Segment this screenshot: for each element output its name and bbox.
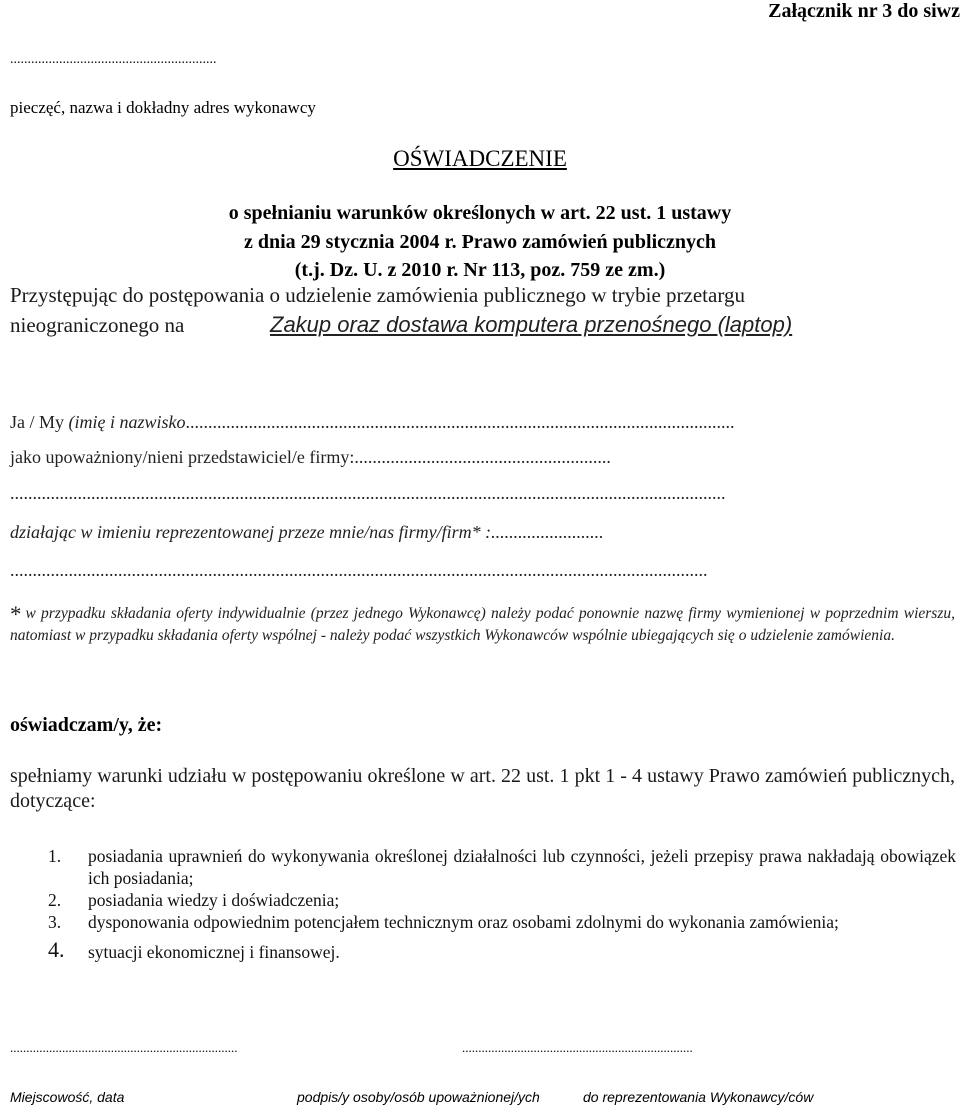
attachment-label: Załącznik nr 3 do siwz	[768, 0, 960, 22]
name-dots: ..........................................................................................................................	[185, 412, 735, 432]
intro-line-2: nieograniczonego na	[10, 313, 185, 337]
acting-dots-line-2: ...........................................................................................................................................................	[10, 560, 708, 580]
procurement-subject: Zakup oraz dostawa komputera przenośnego (laptop)	[270, 312, 793, 337]
place-date-dots: ......................................................................	[10, 1040, 238, 1055]
representative-line	[10, 447, 611, 468]
list-item-text: posiadania uprawnień do wykonywania określonej działalności lub czynności, jeżeli przepisy prawa nakładają obowiązek ich posiadania;	[88, 846, 956, 888]
list-item-text: sytuacji ekonomicznej i finansowej.	[88, 942, 340, 962]
subtitle-line-2: z dnia 29 stycznia 2004 r. Prawo zamówień publicznych	[243, 231, 717, 253]
list-item-number: 2.	[48, 890, 62, 910]
list-item-number: 1.	[48, 846, 62, 866]
document-title: OŚWIADCZENIE	[393, 146, 567, 171]
footnote-star: *	[10, 602, 22, 627]
list-item	[48, 937, 956, 963]
name-prefix: Ja / My	[10, 412, 64, 432]
name-field-line	[10, 412, 735, 433]
acting-label: działając w imieniu reprezentowanej przeze mnie/nas firmy/firm* :	[10, 522, 492, 542]
list-item-text: posiadania wiedzy i doświadczenia;	[88, 890, 340, 910]
representation-label: do reprezentowania Wykonawcy/ców	[583, 1089, 814, 1105]
footnote-text: w przypadku składania oferty indywidualnie (przez jednego Wykonawcę) należy podać ponownie nazwę firmy wymienionej w poprzednim wierszu, natomiast w przypadku składania oferty wspólnej - należy podać wszystkich Wykonawców wspólnie ubiegających się o udzielenie zamówienia.	[10, 605, 955, 644]
list-item-number: 4.	[48, 937, 65, 962]
acting-line	[10, 522, 604, 543]
footnote	[10, 603, 955, 646]
name-hint: (imię i nazwisko	[68, 412, 186, 432]
list-item	[48, 889, 956, 911]
representative-dots: .........................................................	[354, 447, 611, 467]
acting-dots: .........................	[491, 522, 604, 542]
stamp-dots: ...........................................................	[10, 52, 217, 67]
list-item	[48, 845, 956, 889]
representative-label: jako upoważniony/nieni przedstawiciel/e firmy:	[10, 447, 355, 467]
list-item-text: dysponowania odpowiednim potencjałem technicznym oraz osobami zdolnymi do wykonania zamówienia;	[88, 912, 839, 932]
signature-dots: .......................................................................	[462, 1040, 693, 1055]
intro-line-1: Przystępując do postępowania o udzielenie zamówienia publicznego w trybie przetargu	[10, 283, 745, 307]
stamp-label: pieczęć, nazwa i dokładny adres wykonawcy	[10, 98, 316, 117]
subtitle-line-3: (t.j. Dz. U. z 2010 r. Nr 113, poz. 759 ze zm.)	[294, 259, 666, 281]
list-item	[48, 911, 956, 933]
subtitle-line-1: o spełnianiu warunków określonych w art. 22 ust. 1 ustawy	[228, 202, 732, 224]
conditions-list	[48, 845, 956, 963]
signature-label: podpis/y osoby/osób upoważnionej/ych	[297, 1089, 540, 1105]
declaration-heading: oświadczam/y, że:	[10, 714, 163, 736]
list-item-number: 3.	[48, 912, 62, 932]
conditions-intro: spełniamy warunki udziału w postępowaniu określone w art. 22 ust. 1 pkt 1 - 4 ustawy Prawo zamówień publicznych, dotyczące:	[10, 765, 955, 812]
representative-dots-line-2: ...............................................................................................................................................................	[10, 483, 726, 503]
place-date-label: Miejscowość, data	[10, 1089, 125, 1105]
